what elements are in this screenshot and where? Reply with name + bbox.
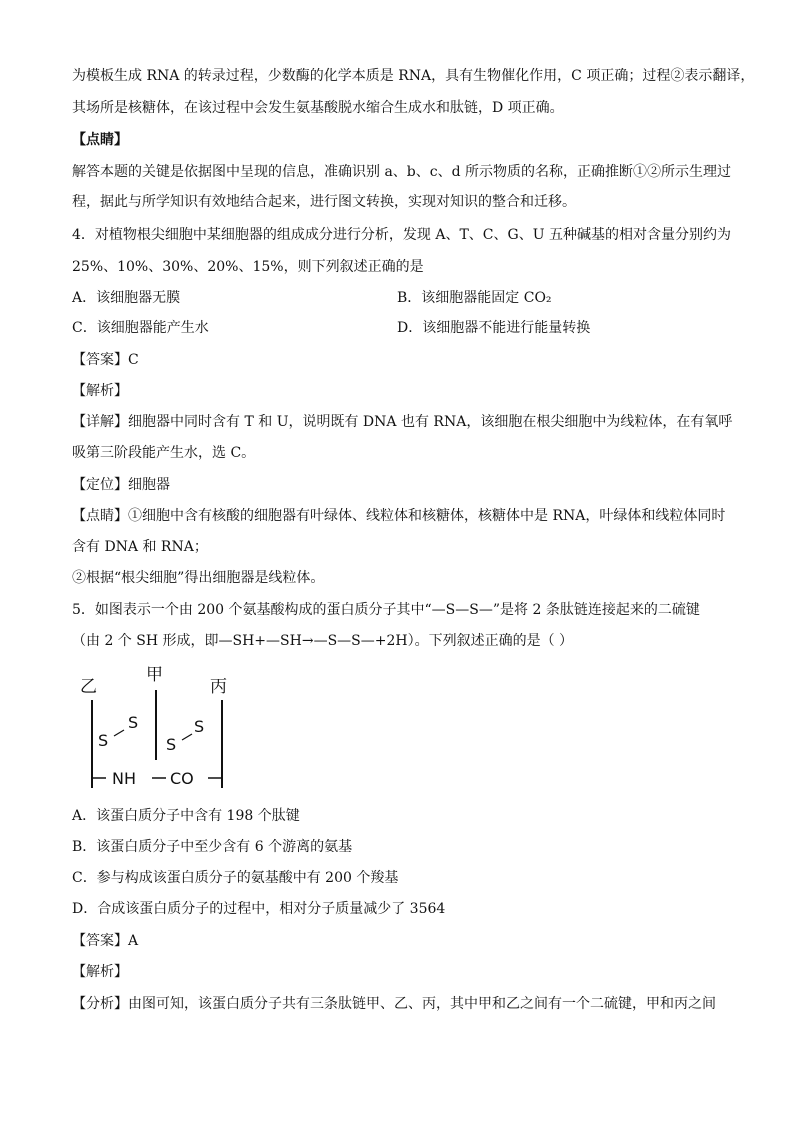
dianjing-line-1: 解答本题的关键是依据图中呈现的信息，准确识别 a、b、c、d 所示物质的名称，正确推断①②所示生理过 — [72, 164, 732, 180]
co-group: CO — [170, 769, 194, 788]
intro-line-1: 为模板生成 RNA 的转录过程，少数酶的化学本质是 RNA，具有生物催化作用，C 项正确；过程②表示翻译， — [72, 68, 755, 84]
q5-option-b: B．该蛋白质分子中至少含有 6 个游离的氨基 — [72, 839, 353, 855]
sulfur-atom-1: S — [98, 731, 109, 750]
dianjing-heading: 【点睛】 — [72, 132, 128, 148]
nh-group: NH — [112, 769, 136, 788]
q4-location: 【定位】细胞器 — [72, 477, 170, 493]
disulfide-bond-2 — [182, 734, 192, 740]
chain-label-bing: 丙 — [210, 677, 227, 697]
q4-stem-line-1: 4．对植物根尖细胞中某细胞器的组成成分进行分析，发现 A、T、C、G、U 五种碱基的相对含量分别约为 — [72, 227, 731, 243]
q5-fenxi-line-1: 【分析】由图可知，该蛋白质分子共有三条肽链甲、乙、丙，其中甲和乙之间有一个二硫键，甲和丙之间 — [72, 996, 716, 1012]
chain-label-yi: 乙 — [80, 677, 97, 697]
q4-analysis: 【解析】 — [72, 383, 128, 399]
q4-dianjing-line-3: ②根据“根尖细胞”得出细胞器是线粒体。 — [72, 570, 325, 586]
q4-dianjing-line-2: 含有 DNA 和 RNA； — [72, 539, 208, 555]
q5-analysis: 【解析】 — [72, 964, 128, 980]
sulfur-atom-3: S — [166, 735, 177, 754]
chain-label-jia: 甲 — [146, 665, 163, 685]
sulfur-atom-4: S — [194, 717, 205, 736]
q5-option-c: C．参与构成该蛋白质分子的氨基酸中有 200 个羧基 — [72, 870, 399, 886]
disulfide-bond-diagram — [72, 664, 242, 794]
sulfur-atom-2: S — [128, 713, 139, 732]
q5-option-d: D．合成该蛋白质分子的过程中，相对分子质量减少了 3564 — [72, 901, 446, 917]
dianjing-line-2: 程，据此与所学知识有效地结合起来，进行图文转换，实现对知识的整合和迁移。 — [72, 194, 576, 210]
q4-option-b: B．该细胞器能固定 CO₂ — [397, 290, 552, 306]
q4-option-a: A．该细胞器无膜 — [72, 290, 181, 306]
disulfide-bond-1 — [114, 730, 124, 736]
q4-option-c: C．该细胞器能产生水 — [72, 320, 209, 336]
q4-detail-line-2: 吸第三阶段能产生水，选 C。 — [72, 445, 256, 461]
q5-stem-line-1: 5．如图表示一个由 200 个氨基酸构成的蛋白质分子其中“—S—S—”是将 2 条肽链连接起来的二硫键 — [72, 602, 700, 618]
q4-answer: 【答案】C — [72, 352, 139, 368]
intro-line-2: 其场所是核糖体，在该过程中会发生氨基酸脱水缩合生成水和肽链，D 项正确。 — [72, 100, 564, 116]
q4-option-d: D．该细胞器不能进行能量转换 — [397, 320, 591, 336]
q5-answer: 【答案】A — [72, 933, 139, 949]
q5-stem-line-2: （由 2 个 SH 形成，即—SH+—SH→—S—S—+2H）。下列叙述正确的是（ ） — [72, 633, 574, 649]
q4-stem-line-2: 25%、10%、30%、20%、15%，则下列叙述正确的是 — [72, 259, 424, 275]
q4-dianjing-line-1: 【点睛】①细胞中含有核酸的细胞器有叶绿体、线粒体和核糖体，核糖体中是 RNA，叶绿体和线粒体同时 — [72, 508, 726, 524]
q5-option-a: A．该蛋白质分子中含有 198 个肽键 — [72, 808, 300, 824]
q4-detail-line-1: 【详解】细胞器中同时含有 T 和 U，说明既有 DNA 也有 RNA，该细胞在根尖细胞中为线粒体，在有氧呼 — [72, 414, 733, 430]
